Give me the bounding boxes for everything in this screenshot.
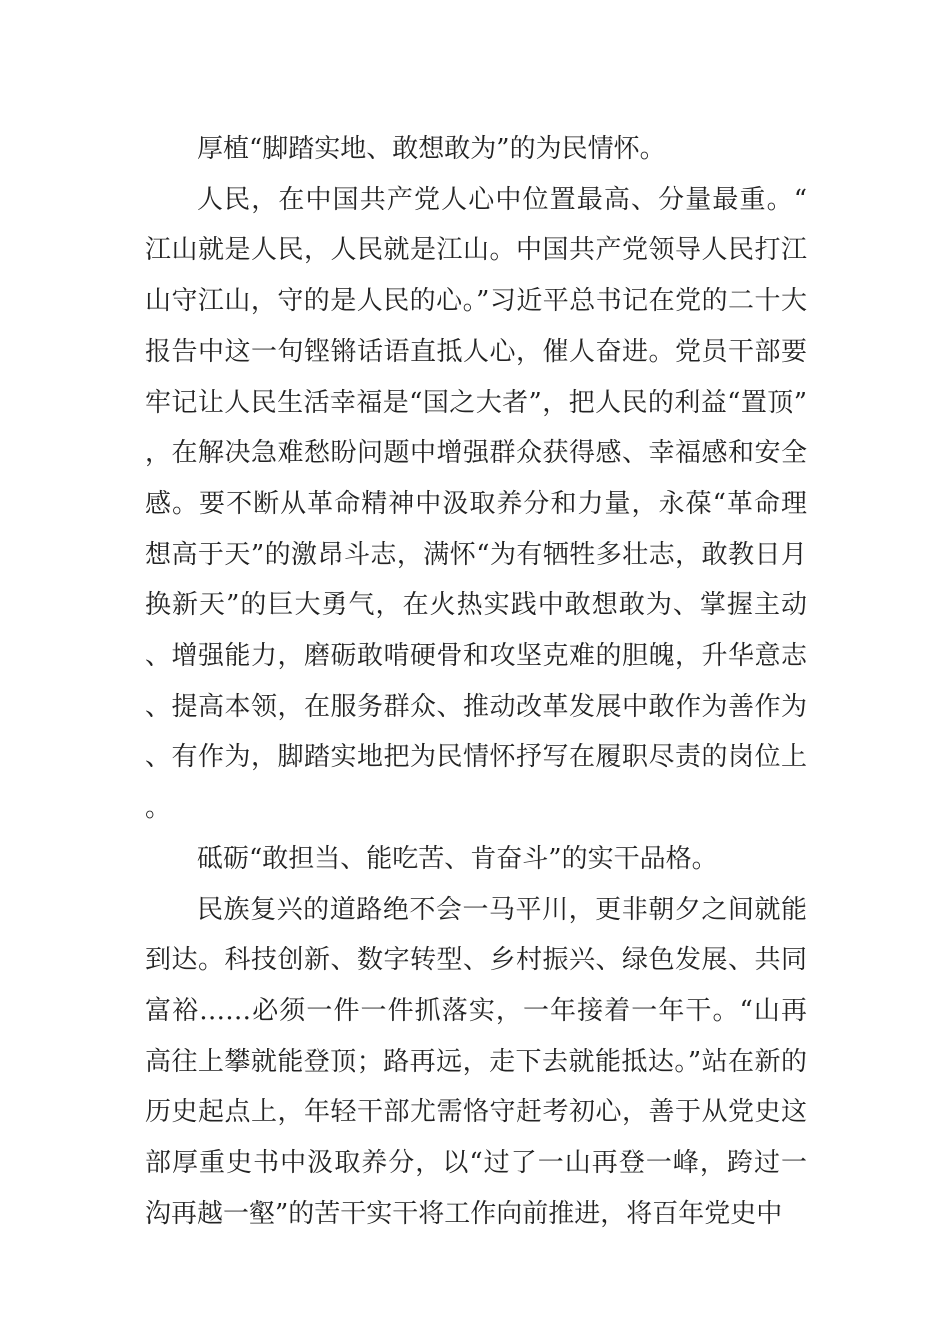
section-heading-1: 厚植“脚踏实地、敢想敢为”的为民情怀。 <box>197 134 666 164</box>
body-paragraph-1: 人民，在中国共产党人心中位置最高、分量最重。“江山就是人民，人民就是江山。中国共产党领导人民打江山守江山，守的是人民的心。”习近平总书记在党的二十大报告中这一句铿锵话语直抵人心，催人奋进。党员干部要牢记让人民生活幸福是“国之大者”，把人民的利益“置顶”，在解决急难愁盼问题中增强群众获得感、幸福感和安全感。要不断从革命精神中汲取养分和力量，永葆“革命理想高于天”的激昂斗志，满怀“为有牺牲多壮志，敢教日月换新天”的巨大勇气，在火热实践中敢想敢为、掌握主动、增强能力，磨砺敢啃硬骨和攻坚克难的胆魄，升华意志、提高本领，在服务群众、推动改革发展中敢作为善作为、有作为，脚踏实地把为民情怀抒写在履职尽责的岗位上。 <box>145 184 807 824</box>
body-paragraph-2: 民族复兴的道路绝不会一马平川，更非朝夕之间就能到达。科技创新、数字转型、乡村振兴、绿色发展、共同富裕……必须一件一件抓落实，一年接着一年干。“山再高往上攀就能登顶；路再远，走下去就能抵达。”站在新的历史起点上，年轻干部尤需恪守赶考初心，善于从党史这部厚重史书中汲取养分，以“过了一山再登一峰，跨过一沟再越一壑”的苦干实干将工作向前推进，将百年党史中 <box>145 894 807 1229</box>
section-heading-2: 砥砺“敢担当、能吃苦、肯奋斗”的实干品格。 <box>197 843 718 874</box>
document-body <box>145 124 807 1239</box>
